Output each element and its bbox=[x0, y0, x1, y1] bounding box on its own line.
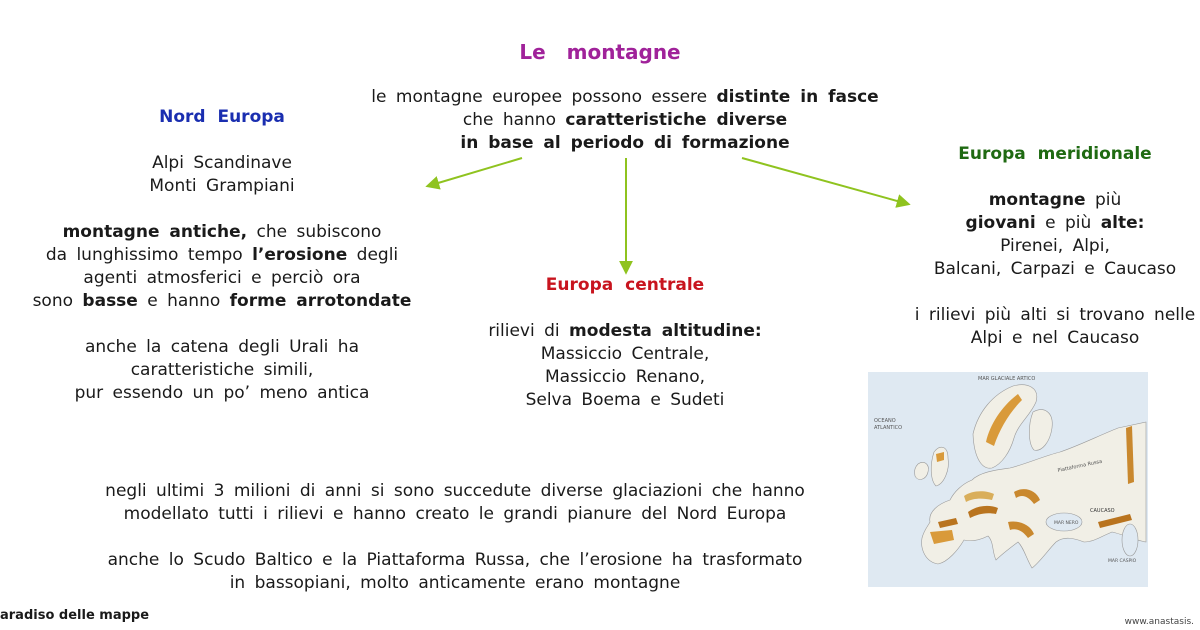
north-urali-2: caratteristiche simili, bbox=[130, 360, 314, 380]
north-mountains-1: Alpi Scandinave bbox=[152, 153, 292, 173]
central-line-1 bbox=[460, 320, 790, 343]
intro-line-1-text: le montagne europee possono essere bbox=[371, 87, 717, 107]
intro-line-2-bold: caratteristiche diverse bbox=[565, 110, 788, 130]
central-line-3: Massiccio Renano, bbox=[544, 367, 706, 387]
south-line-2 bbox=[890, 212, 1200, 235]
north-desc-3: agenti atmosferici e perciò ora bbox=[83, 268, 361, 288]
south-europe-title: Europa meridionale bbox=[958, 144, 1152, 164]
south-line-2-text: e più bbox=[1035, 213, 1101, 233]
central-europe-title: Europa centrale bbox=[545, 275, 705, 295]
north-desc-1-text: che subiscono bbox=[247, 222, 382, 242]
south-line-1-text: più bbox=[1085, 190, 1122, 210]
north-desc-4-text: sono bbox=[32, 291, 83, 311]
south-europe-section bbox=[890, 143, 1200, 350]
map-label-ocean-1: OCEANO bbox=[874, 418, 896, 424]
bottom-line-3: anche lo Scudo Baltico e la Piattaforma Russa, che l’erosione ha trasformato bbox=[107, 550, 803, 570]
south-line-6: Alpi e nel Caucaso bbox=[970, 328, 1140, 348]
south-line-5: i rilievi più alti si trovano nelle bbox=[914, 305, 1196, 325]
map-label-caspio: MAR CASPIO bbox=[1108, 559, 1137, 564]
north-europe-section bbox=[12, 106, 432, 405]
south-line-3: Pirenei, Alpi, bbox=[1000, 236, 1110, 256]
map-label-russia: Piattaforma Russa bbox=[1057, 458, 1103, 474]
north-desc-2 bbox=[12, 244, 432, 267]
central-line-1-text: rilievi di bbox=[488, 321, 570, 341]
north-desc-4-mid: e hanno bbox=[137, 291, 230, 311]
south-line-2-bold-end: alte: bbox=[1100, 213, 1145, 233]
map-caspian-sea bbox=[1122, 524, 1138, 556]
intro-line-3-bold: in base al periodo di formazione bbox=[460, 133, 790, 153]
map-label-ocean-2: ATLANTICO bbox=[874, 425, 903, 431]
north-desc-4-bold-end: forme arrotondate bbox=[229, 291, 412, 311]
north-desc-1 bbox=[12, 221, 432, 244]
south-line-4: Balcani, Carpazi e Caucaso bbox=[933, 259, 1177, 279]
footer-credit: aradiso delle mappe bbox=[0, 608, 150, 623]
north-desc-2-end: degli bbox=[347, 245, 399, 265]
bottom-line-2: modellato tutti i rilievi e hanno creato le grandi pianure del Nord Europa bbox=[123, 504, 787, 524]
intro-line-1-bold: distinte in fasce bbox=[716, 87, 879, 107]
north-desc-2-bold: l’erosione bbox=[252, 245, 348, 265]
north-europe-title: Nord Europa bbox=[159, 107, 285, 127]
south-line-1-bold: montagne bbox=[988, 190, 1086, 210]
north-urali-3: pur essendo un po’ meno antica bbox=[74, 383, 370, 403]
south-line-2-bold: giovani bbox=[965, 213, 1036, 233]
arrow-to-north bbox=[428, 158, 522, 186]
central-line-4: Selva Boema e Sudeti bbox=[525, 390, 725, 410]
map-label-arctic: MAR GLACIALE ARTICO bbox=[978, 376, 1036, 382]
central-line-1-bold: modesta altitudine: bbox=[569, 321, 762, 341]
south-line-1 bbox=[890, 189, 1200, 212]
glaciation-text bbox=[40, 480, 870, 595]
north-mountains-2: Monti Grampiani bbox=[149, 176, 295, 196]
north-desc-4-bold: basse bbox=[82, 291, 138, 311]
intro-line-2-text: che hanno bbox=[462, 110, 566, 130]
central-europe-section bbox=[460, 274, 790, 412]
arrow-to-south bbox=[742, 158, 908, 204]
north-desc-1-bold: montagne antiche, bbox=[62, 222, 248, 242]
map-label-nero: MAR NERO bbox=[1054, 521, 1079, 526]
bottom-line-1: negli ultimi 3 milioni di anni si sono succedute diverse glaciazioni che hanno bbox=[105, 481, 805, 501]
north-urali-1: anche la catena degli Urali ha bbox=[85, 337, 359, 357]
footer-website: www.anastasis. bbox=[1124, 617, 1194, 627]
north-desc-2-text: da lunghissimo tempo bbox=[45, 245, 253, 265]
bottom-line-4: in bassopiani, molto anticamente erano montagne bbox=[229, 573, 681, 593]
map-label-caucaso: CAUCASO bbox=[1090, 508, 1115, 514]
north-desc-4 bbox=[12, 290, 432, 313]
page-title: Le montagne bbox=[519, 40, 681, 64]
europe-relief-map bbox=[868, 372, 1148, 587]
central-line-2: Massiccio Centrale, bbox=[540, 344, 710, 364]
